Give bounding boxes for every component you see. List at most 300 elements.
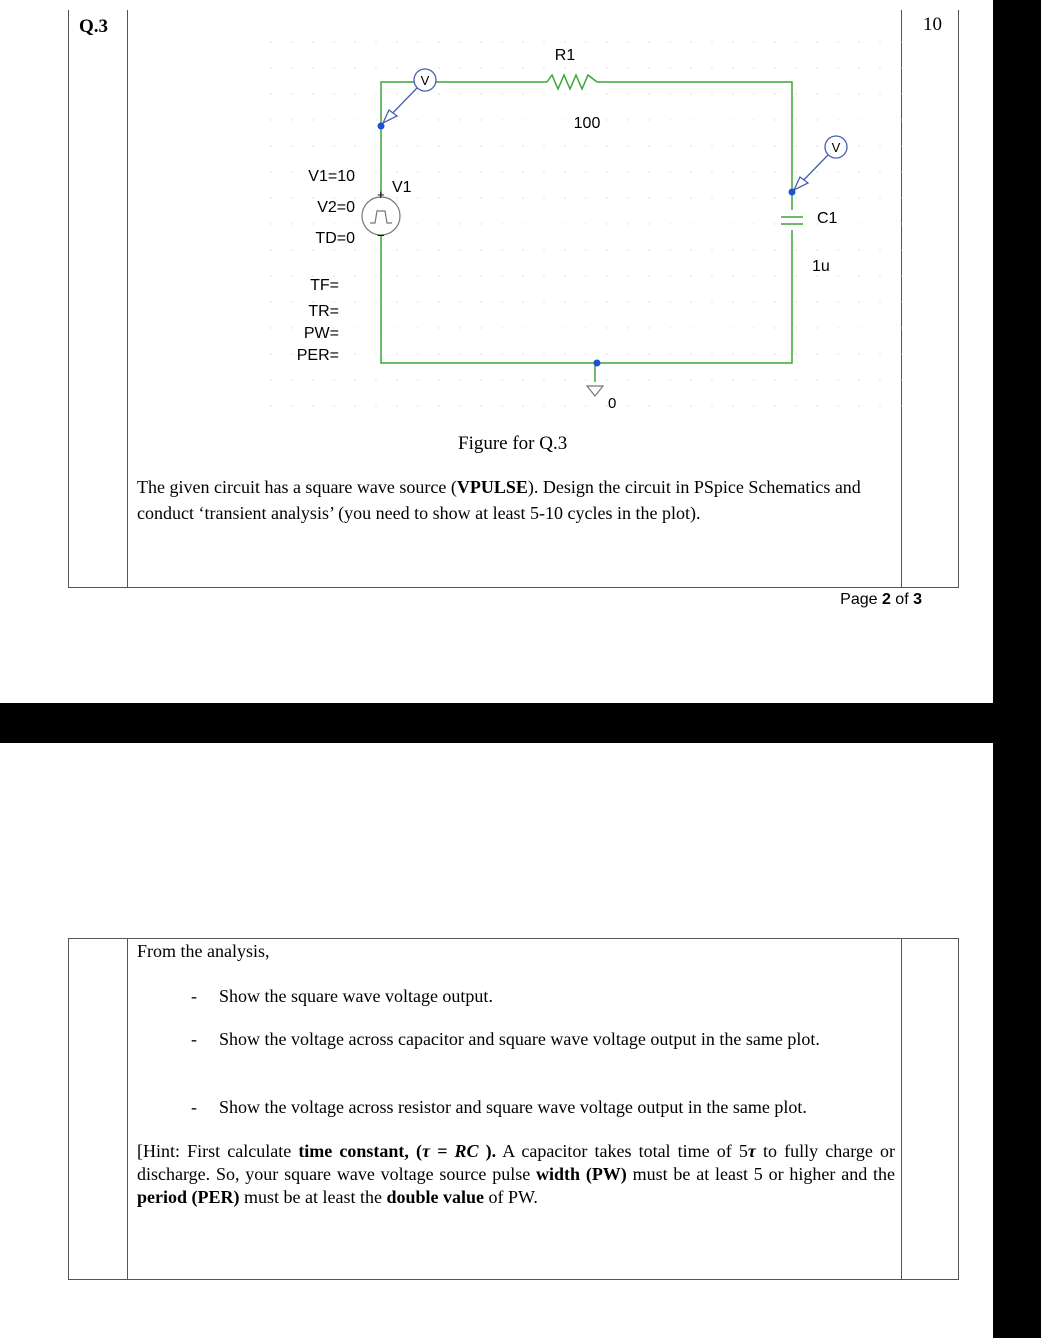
- grid-dot: [375, 145, 376, 146]
- grid-dot: [501, 223, 502, 224]
- grid-dot: [795, 67, 796, 68]
- source-minus: −: [377, 228, 385, 243]
- grid-dot: [333, 119, 334, 120]
- grid-dot: [396, 67, 397, 68]
- grid-dot: [879, 171, 880, 172]
- grid-dot: [879, 379, 880, 380]
- grid-dot: [312, 249, 313, 250]
- param-td: TD=0: [315, 230, 355, 247]
- grid-dot: [291, 249, 292, 250]
- grid-dot: [816, 41, 817, 42]
- grid-dot: [690, 145, 691, 146]
- grid-dot: [354, 405, 355, 406]
- grid-dot: [438, 223, 439, 224]
- grid-dot: [732, 275, 733, 276]
- grid-dot: [816, 93, 817, 94]
- grid-dot: [795, 41, 796, 42]
- grid-dot: [417, 301, 418, 302]
- grid-dot: [669, 249, 670, 250]
- grid-dot: [732, 171, 733, 172]
- grid-dot: [606, 119, 607, 120]
- grid-dot: [774, 275, 775, 276]
- grid-dot: [795, 379, 796, 380]
- grid-dot: [753, 405, 754, 406]
- grid-dot: [270, 353, 271, 354]
- grid-dot: [270, 249, 271, 250]
- grid-dot: [522, 171, 523, 172]
- grid-dot: [459, 171, 460, 172]
- grid-dot: [543, 301, 544, 302]
- grid-dot: [690, 41, 691, 42]
- node-left: [378, 123, 385, 130]
- grid-dot: [669, 119, 670, 120]
- resistor-r1[interactable]: [547, 75, 597, 89]
- grid-dot: [501, 119, 502, 120]
- source-parameters: [297, 168, 355, 364]
- grid-dot: [900, 301, 901, 302]
- question-number: Q.3: [79, 16, 109, 37]
- grid-dot: [291, 353, 292, 354]
- grid-dot: [375, 405, 376, 406]
- grid-dot: [753, 275, 754, 276]
- grid-dot: [459, 41, 460, 42]
- grid-dot: [774, 249, 775, 250]
- grid-dot: [732, 327, 733, 328]
- grid-dot: [690, 379, 691, 380]
- grid-dot: [354, 327, 355, 328]
- grid-dot: [816, 67, 817, 68]
- description-bold-vpulse: VPULSE: [456, 477, 528, 497]
- grid-dot: [564, 301, 565, 302]
- grid-dot: [459, 353, 460, 354]
- grid-dot: [837, 197, 838, 198]
- grid-dot: [900, 379, 901, 380]
- grid-dot: [312, 93, 313, 94]
- grid-dot: [312, 223, 313, 224]
- grid-dot: [585, 67, 586, 68]
- grid-dot: [396, 327, 397, 328]
- document-page-bottom: [0, 743, 993, 1338]
- grid-dot: [564, 249, 565, 250]
- grid-dot: [480, 41, 481, 42]
- ground-symbol: [587, 386, 603, 396]
- grid-dot: [774, 171, 775, 172]
- grid-dot: [312, 379, 313, 380]
- grid-dot: [585, 145, 586, 146]
- grid-dot: [291, 379, 292, 380]
- grid-dot: [543, 119, 544, 120]
- grid-dot: [606, 353, 607, 354]
- figure-caption: Figure for Q.3: [458, 433, 568, 454]
- grid-dot: [753, 223, 754, 224]
- grid-dot: [417, 145, 418, 146]
- grid-dot: [606, 145, 607, 146]
- grid-dot: [879, 119, 880, 120]
- grid-dot: [333, 249, 334, 250]
- grid-dot: [669, 405, 670, 406]
- description-text-1: The given circuit has a square wave source (: [137, 477, 457, 497]
- grid-dot: [543, 197, 544, 198]
- grid-dot: [270, 405, 271, 406]
- grid-dot: [585, 275, 586, 276]
- analysis-intro: From the analysis,: [137, 941, 270, 961]
- grid-dot: [291, 301, 292, 302]
- grid-dot: [900, 223, 901, 224]
- grid-dot: [606, 223, 607, 224]
- grid-dot: [438, 275, 439, 276]
- grid-dot: [774, 41, 775, 42]
- grid-dot: [795, 93, 796, 94]
- probe-top-label: V: [420, 73, 430, 88]
- grid-dot: [837, 93, 838, 94]
- grid-dot: [459, 197, 460, 198]
- param-tf: TF=: [310, 277, 339, 294]
- grid-dot: [837, 119, 838, 120]
- grid-dot: [375, 249, 376, 250]
- grid-dot: [732, 197, 733, 198]
- grid-dot: [291, 197, 292, 198]
- grid-dot: [543, 145, 544, 146]
- grid-dot: [564, 93, 565, 94]
- grid-dot: [480, 145, 481, 146]
- grid-dot: [837, 67, 838, 68]
- grid-dot: [501, 327, 502, 328]
- grid-dot: [879, 275, 880, 276]
- grid-dot: [606, 41, 607, 42]
- analysis-bullet-3: - Show the voltage across resistor and square wave voltage output in the same plot.: [191, 1097, 807, 1117]
- grid-dot: [732, 93, 733, 94]
- grid-dot: [753, 301, 754, 302]
- grid-dot: [522, 119, 523, 120]
- grid-dot: [396, 171, 397, 172]
- grid-dot: [270, 93, 271, 94]
- grid-dot: [564, 171, 565, 172]
- grid-dot: [291, 327, 292, 328]
- grid-dot: [648, 41, 649, 42]
- grid-dot: [627, 223, 628, 224]
- grid-dot: [774, 301, 775, 302]
- grid-dot: [480, 327, 481, 328]
- grid-dot: [312, 145, 313, 146]
- grid-dot: [375, 353, 376, 354]
- grid-dot: [795, 275, 796, 276]
- grid-dot: [480, 301, 481, 302]
- grid-dot: [711, 67, 712, 68]
- grid-dot: [774, 93, 775, 94]
- grid-dot: [795, 405, 796, 406]
- grid-dot: [501, 275, 502, 276]
- grid-dot: [543, 353, 544, 354]
- grid-dot: [732, 301, 733, 302]
- grid-dot: [879, 353, 880, 354]
- grid-dot: [564, 67, 565, 68]
- grid-dot: [417, 67, 418, 68]
- grid-dot: [270, 275, 271, 276]
- grid-dot: [270, 67, 271, 68]
- grid-dot: [270, 379, 271, 380]
- grid-dot: [480, 405, 481, 406]
- grid-dot: [627, 405, 628, 406]
- resistor-value: 100: [573, 115, 601, 132]
- circuit-nodes: [378, 123, 796, 367]
- grid-dot: [312, 119, 313, 120]
- grid-dot: [417, 275, 418, 276]
- grid-dot: [606, 197, 607, 198]
- grid-dot: [564, 41, 565, 42]
- grid-dot: [522, 379, 523, 380]
- grid-dot: [564, 379, 565, 380]
- grid-dot: [501, 353, 502, 354]
- grid-dot: [816, 379, 817, 380]
- grid-dot: [753, 171, 754, 172]
- grid-dot: [837, 249, 838, 250]
- grid-dot: [711, 327, 712, 328]
- circuit-schematic: [267, 40, 907, 425]
- grid-dot: [417, 171, 418, 172]
- grid-dot: [354, 275, 355, 276]
- grid-dot: [480, 275, 481, 276]
- grid-dot: [480, 93, 481, 94]
- grid-dot: [480, 353, 481, 354]
- grid-dot: [522, 301, 523, 302]
- grid-dot: [564, 119, 565, 120]
- grid-dot: [753, 119, 754, 120]
- grid-dot: [480, 119, 481, 120]
- grid-dot: [858, 275, 859, 276]
- grid-dot: [648, 249, 649, 250]
- grid-dot: [501, 379, 502, 380]
- grid-dot: [795, 249, 796, 250]
- grid-dot: [774, 405, 775, 406]
- grid-dot: [522, 353, 523, 354]
- grid-dot: [690, 93, 691, 94]
- grid-dot: [291, 171, 292, 172]
- grid-dot: [438, 119, 439, 120]
- grid-dot: [837, 275, 838, 276]
- grid-dot: [270, 41, 271, 42]
- grid-dot: [627, 171, 628, 172]
- grid-dot: [837, 379, 838, 380]
- grid-dot: [543, 249, 544, 250]
- grid-dot: [690, 275, 691, 276]
- grid-dot: [270, 301, 271, 302]
- grid-dot: [774, 223, 775, 224]
- grid-dot: [354, 145, 355, 146]
- grid-dot: [333, 145, 334, 146]
- grid-dot: [711, 353, 712, 354]
- question-table: [68, 10, 959, 588]
- grid-dot: [732, 67, 733, 68]
- grid-dot: [900, 93, 901, 94]
- grid-dot: [417, 197, 418, 198]
- grid-dot: [648, 379, 649, 380]
- grid-dot: [795, 327, 796, 328]
- grid-dot: [690, 301, 691, 302]
- grid-dot: [543, 41, 544, 42]
- grid-dot: [417, 41, 418, 42]
- ground-label: 0: [608, 395, 617, 412]
- grid-dot: [690, 67, 691, 68]
- description-text-2: ). Design the circuit in PSpice Schematics and conduct ‘transient analysis’ (you need to show at least 5-10 cycles in the plot).: [137, 477, 861, 523]
- grid-dot: [753, 41, 754, 42]
- grid-dot: [564, 197, 565, 198]
- grid-dot: [858, 197, 859, 198]
- grid-dot: [522, 93, 523, 94]
- grid-dot: [312, 41, 313, 42]
- grid-dot: [795, 119, 796, 120]
- grid-dot: [858, 353, 859, 354]
- grid-dot: [858, 171, 859, 172]
- grid-dot: [396, 41, 397, 42]
- grid-dot: [816, 145, 817, 146]
- grid-dot: [564, 145, 565, 146]
- grid-dot: [291, 405, 292, 406]
- grid-dot: [648, 301, 649, 302]
- grid-dot: [648, 353, 649, 354]
- grid-dot: [711, 119, 712, 120]
- grid-dot: [585, 93, 586, 94]
- grid-dot: [753, 197, 754, 198]
- grid-dot: [858, 93, 859, 94]
- grid-dot: [438, 67, 439, 68]
- grid-dot: [690, 353, 691, 354]
- grid-dot: [879, 249, 880, 250]
- viewer-background-right: [993, 0, 1041, 1338]
- grid-dot: [837, 171, 838, 172]
- grid-dot: [606, 301, 607, 302]
- grid-dot: [900, 119, 901, 120]
- grid-dot: [900, 275, 901, 276]
- grid-dot: [270, 223, 271, 224]
- grid-dot: [627, 93, 628, 94]
- grid-dot: [711, 93, 712, 94]
- node-ground: [594, 360, 601, 367]
- grid-dot: [543, 171, 544, 172]
- grid-dot: [396, 197, 397, 198]
- grid-dot: [501, 405, 502, 406]
- grid-dot: [438, 353, 439, 354]
- grid-dot: [858, 327, 859, 328]
- grid-dot: [354, 379, 355, 380]
- grid-dot: [480, 379, 481, 380]
- grid-dot: [774, 145, 775, 146]
- grid-dot: [648, 197, 649, 198]
- grid-dot: [564, 327, 565, 328]
- grid-dot: [816, 353, 817, 354]
- grid-dot: [501, 93, 502, 94]
- grid-dot: [900, 171, 901, 172]
- grid-dot: [669, 67, 670, 68]
- grid-dot: [270, 145, 271, 146]
- grid-dot: [858, 223, 859, 224]
- grid-dot: [585, 353, 586, 354]
- grid-dot: [711, 275, 712, 276]
- grid-dot: [648, 405, 649, 406]
- grid-dot: [585, 405, 586, 406]
- grid-dot: [795, 197, 796, 198]
- grid-dot: [606, 171, 607, 172]
- grid-dot: [669, 197, 670, 198]
- source-plus: +: [377, 187, 385, 202]
- analysis-bullet-1: - Show the square wave voltage output.: [191, 986, 493, 1006]
- grid-dot: [396, 249, 397, 250]
- grid-dot: [354, 67, 355, 68]
- grid-dot: [585, 41, 586, 42]
- grid-dot: [753, 145, 754, 146]
- grid-dot: [438, 379, 439, 380]
- grid-dot: [585, 197, 586, 198]
- grid-dot: [480, 249, 481, 250]
- grid-dot: [396, 93, 397, 94]
- grid-dot: [627, 119, 628, 120]
- grid-dot: [816, 119, 817, 120]
- param-pw: PW=: [303, 325, 339, 342]
- capacitor-c1[interactable]: [781, 217, 803, 224]
- grid-dot: [543, 67, 544, 68]
- grid-dot: [816, 327, 817, 328]
- grid-dot: [417, 379, 418, 380]
- grid-dot: [501, 301, 502, 302]
- grid-dot: [753, 327, 754, 328]
- grid-dot: [900, 353, 901, 354]
- grid-dot: [564, 405, 565, 406]
- grid-dot: [879, 223, 880, 224]
- grid-dot: [606, 275, 607, 276]
- grid-dot: [354, 41, 355, 42]
- grid-dot: [585, 223, 586, 224]
- source-name: V1: [392, 179, 412, 196]
- grid-dot: [354, 249, 355, 250]
- grid-dot: [417, 223, 418, 224]
- grid-dot: [816, 301, 817, 302]
- page-gap-horizontal: [0, 703, 1041, 743]
- grid-dot: [354, 223, 355, 224]
- grid-dot: [627, 41, 628, 42]
- grid-dot: [816, 249, 817, 250]
- grid-dot: [291, 41, 292, 42]
- grid-dot: [333, 405, 334, 406]
- grid-dot: [669, 145, 670, 146]
- grid-dot: [648, 67, 649, 68]
- grid-dot: [375, 275, 376, 276]
- grid-dot: [291, 145, 292, 146]
- grid-dot: [270, 171, 271, 172]
- grid-dot: [774, 119, 775, 120]
- grid-dot: [606, 327, 607, 328]
- grid-dot: [858, 405, 859, 406]
- grid-dot: [858, 67, 859, 68]
- grid-dot: [312, 405, 313, 406]
- grid-dot: [711, 223, 712, 224]
- grid-dot: [669, 301, 670, 302]
- grid-dot: [858, 249, 859, 250]
- grid-dot: [459, 301, 460, 302]
- grid-dot: [711, 249, 712, 250]
- param-v2: V2=0: [317, 199, 355, 216]
- grid-dot: [459, 67, 460, 68]
- grid-dot: [438, 171, 439, 172]
- grid-dot: [480, 67, 481, 68]
- grid-dot: [417, 249, 418, 250]
- grid-dot: [543, 405, 544, 406]
- grid-dot: [669, 223, 670, 224]
- grid-dot: [270, 327, 271, 328]
- grid-dot: [459, 379, 460, 380]
- grid-dot: [732, 353, 733, 354]
- grid-dot: [627, 145, 628, 146]
- grid-dot: [438, 41, 439, 42]
- grid-dot: [354, 119, 355, 120]
